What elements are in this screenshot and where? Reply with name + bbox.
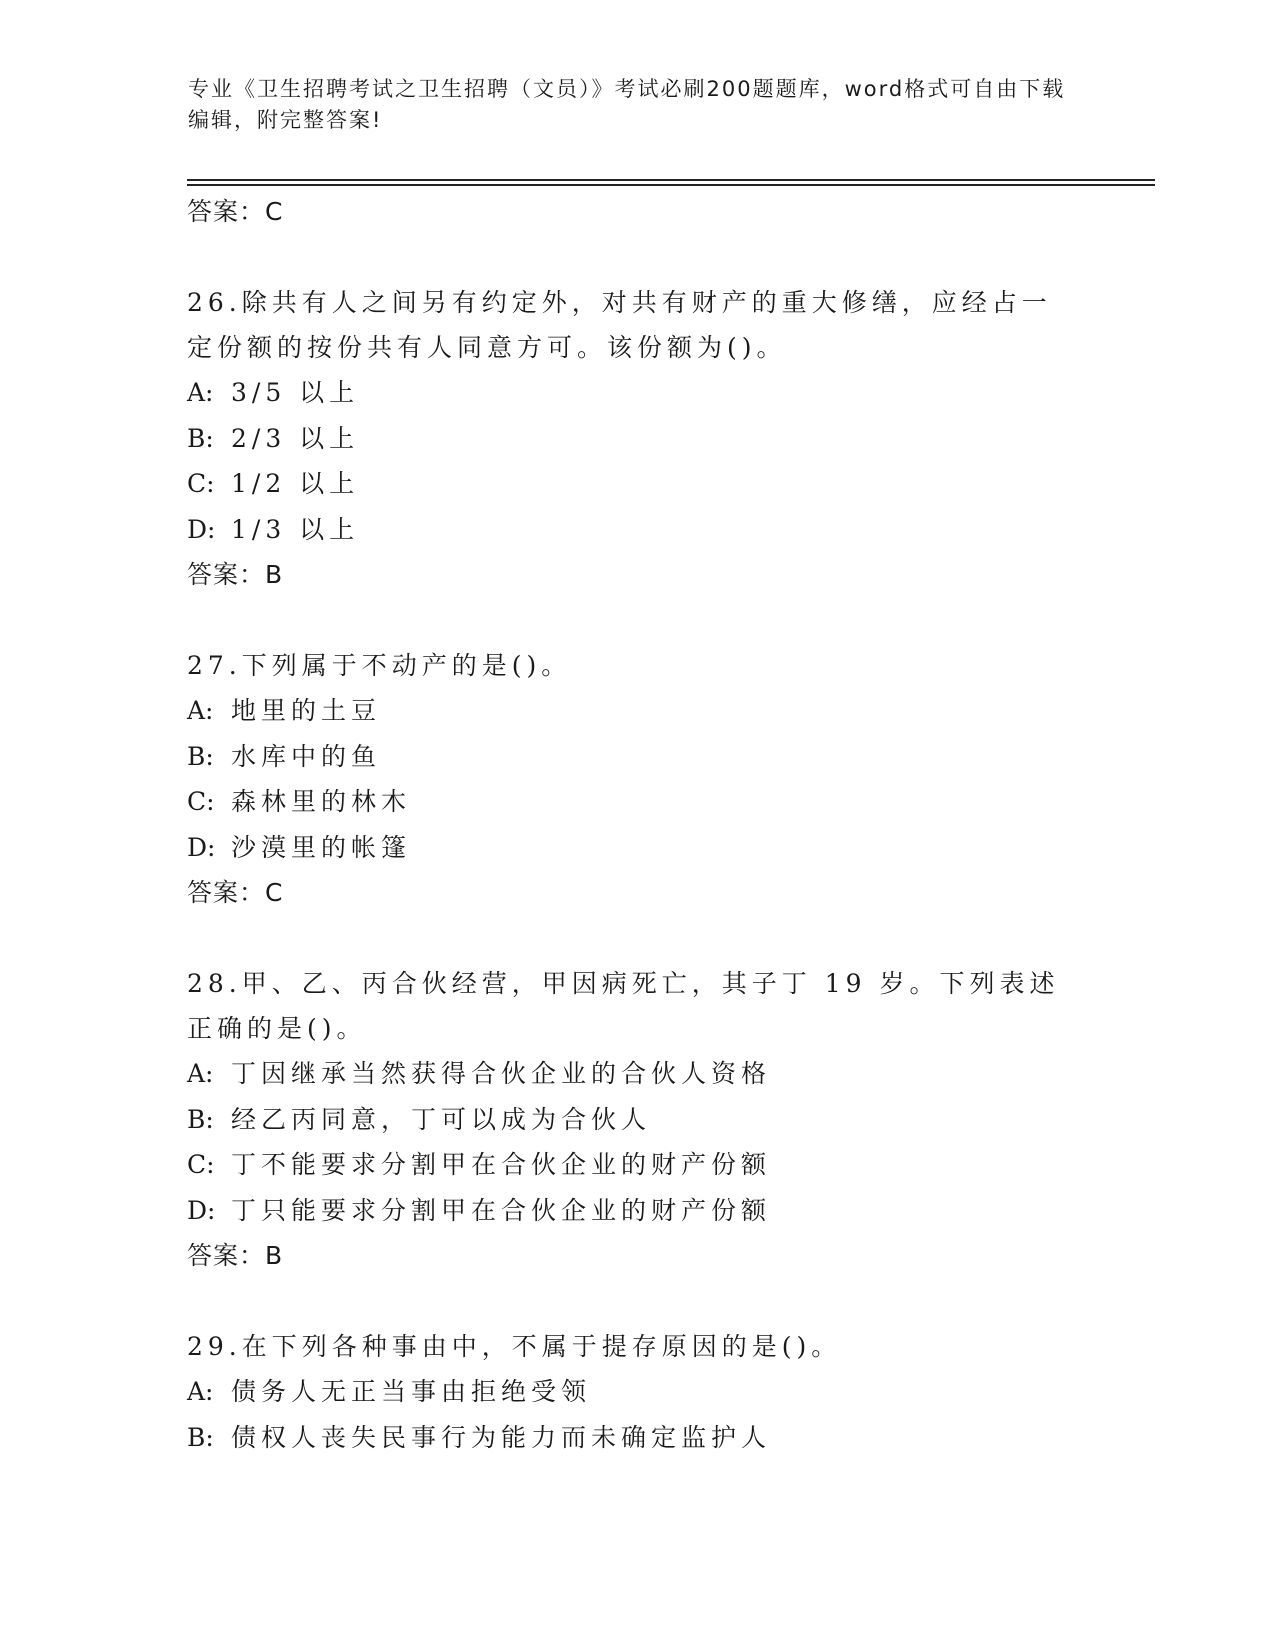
question-list (187, 189, 1087, 1460)
option-letter: D: (187, 1195, 216, 1225)
option-letter: A: (187, 378, 214, 407)
option-letter: B: (187, 1422, 214, 1452)
option-d (187, 825, 1087, 871)
option-letter: B: (187, 741, 214, 771)
option-letter: C: (187, 1150, 215, 1179)
option-c (187, 779, 1087, 825)
option-d (187, 1188, 1087, 1234)
question-item (187, 643, 1087, 916)
question-text: 29.在下列各种事由中，不属于提存原因的是()。 (187, 1332, 842, 1361)
option-a (187, 1369, 1087, 1415)
option-letter: C: (187, 469, 215, 498)
option-text: 经乙丙同意，丁可以成为合伙人 (231, 1104, 652, 1134)
option-text: 水库中的鱼 (231, 741, 382, 771)
question-item (187, 961, 1087, 1279)
option-a (187, 688, 1087, 734)
option-b (187, 416, 1087, 462)
question-text: 27.下列属于不动产的是()。 (187, 651, 572, 680)
option-c (187, 1142, 1087, 1188)
answer-line: 答案：C (187, 197, 284, 226)
option-a (187, 1051, 1087, 1097)
option-text: 债权人丧失民事行为能力而未确定监护人 (231, 1422, 772, 1452)
option-letter: B: (187, 423, 214, 453)
option-letter: C: (187, 787, 215, 816)
option-text: 丁因继承当然获得合伙企业的合伙人资格 (231, 1059, 772, 1088)
option-letter: B: (187, 1104, 214, 1134)
option-b (187, 1097, 1087, 1143)
question-item (187, 1324, 1087, 1460)
header-divider (187, 184, 1155, 186)
question-text: 26.除共有人之间另有约定外，对共有财产的重大修缮，应经占一定份额的按份共有人同意方可。该份额为()。 (187, 288, 1052, 362)
option-text: 1/3 以上 (231, 514, 360, 544)
header-divider (187, 179, 1155, 181)
answer-line: 答案：C (187, 878, 284, 907)
option-text: 3/5 以上 (231, 378, 360, 407)
option-text: 1/2 以上 (231, 469, 360, 498)
option-text: 沙漠里的帐篷 (231, 832, 412, 862)
option-a (187, 370, 1087, 416)
option-letter: A: (187, 696, 214, 725)
option-letter: D: (187, 514, 216, 544)
option-text: 丁只能要求分割甲在合伙企业的财产份额 (231, 1195, 772, 1225)
question-item (187, 280, 1087, 598)
option-text: 丁不能要求分割甲在合伙企业的财产份额 (231, 1150, 772, 1179)
option-text: 地里的土豆 (231, 696, 382, 725)
question-text: 28.甲、乙、丙合伙经营，甲因病死亡，其子丁 19 岁。下列表述正确的是()。 (187, 969, 1060, 1043)
option-text: 森林里的林木 (231, 787, 412, 816)
option-letter: A: (187, 1377, 214, 1406)
option-letter: D: (187, 832, 216, 862)
option-letter: A: (187, 1059, 214, 1088)
option-d (187, 507, 1087, 553)
document-header: 专业《卫生招聘考试之卫生招聘（文员）》考试必刷200题题库，word格式可自由下载编辑，附完整答案! (188, 77, 1066, 132)
answer-line: 答案：B (187, 1241, 284, 1270)
option-text: 2/3 以上 (231, 423, 360, 453)
option-c (187, 461, 1087, 507)
option-b (187, 734, 1087, 780)
option-text: 债务人无正当事由拒绝受领 (231, 1377, 592, 1406)
option-b (187, 1415, 1087, 1461)
answer-line: 答案：B (187, 560, 284, 589)
